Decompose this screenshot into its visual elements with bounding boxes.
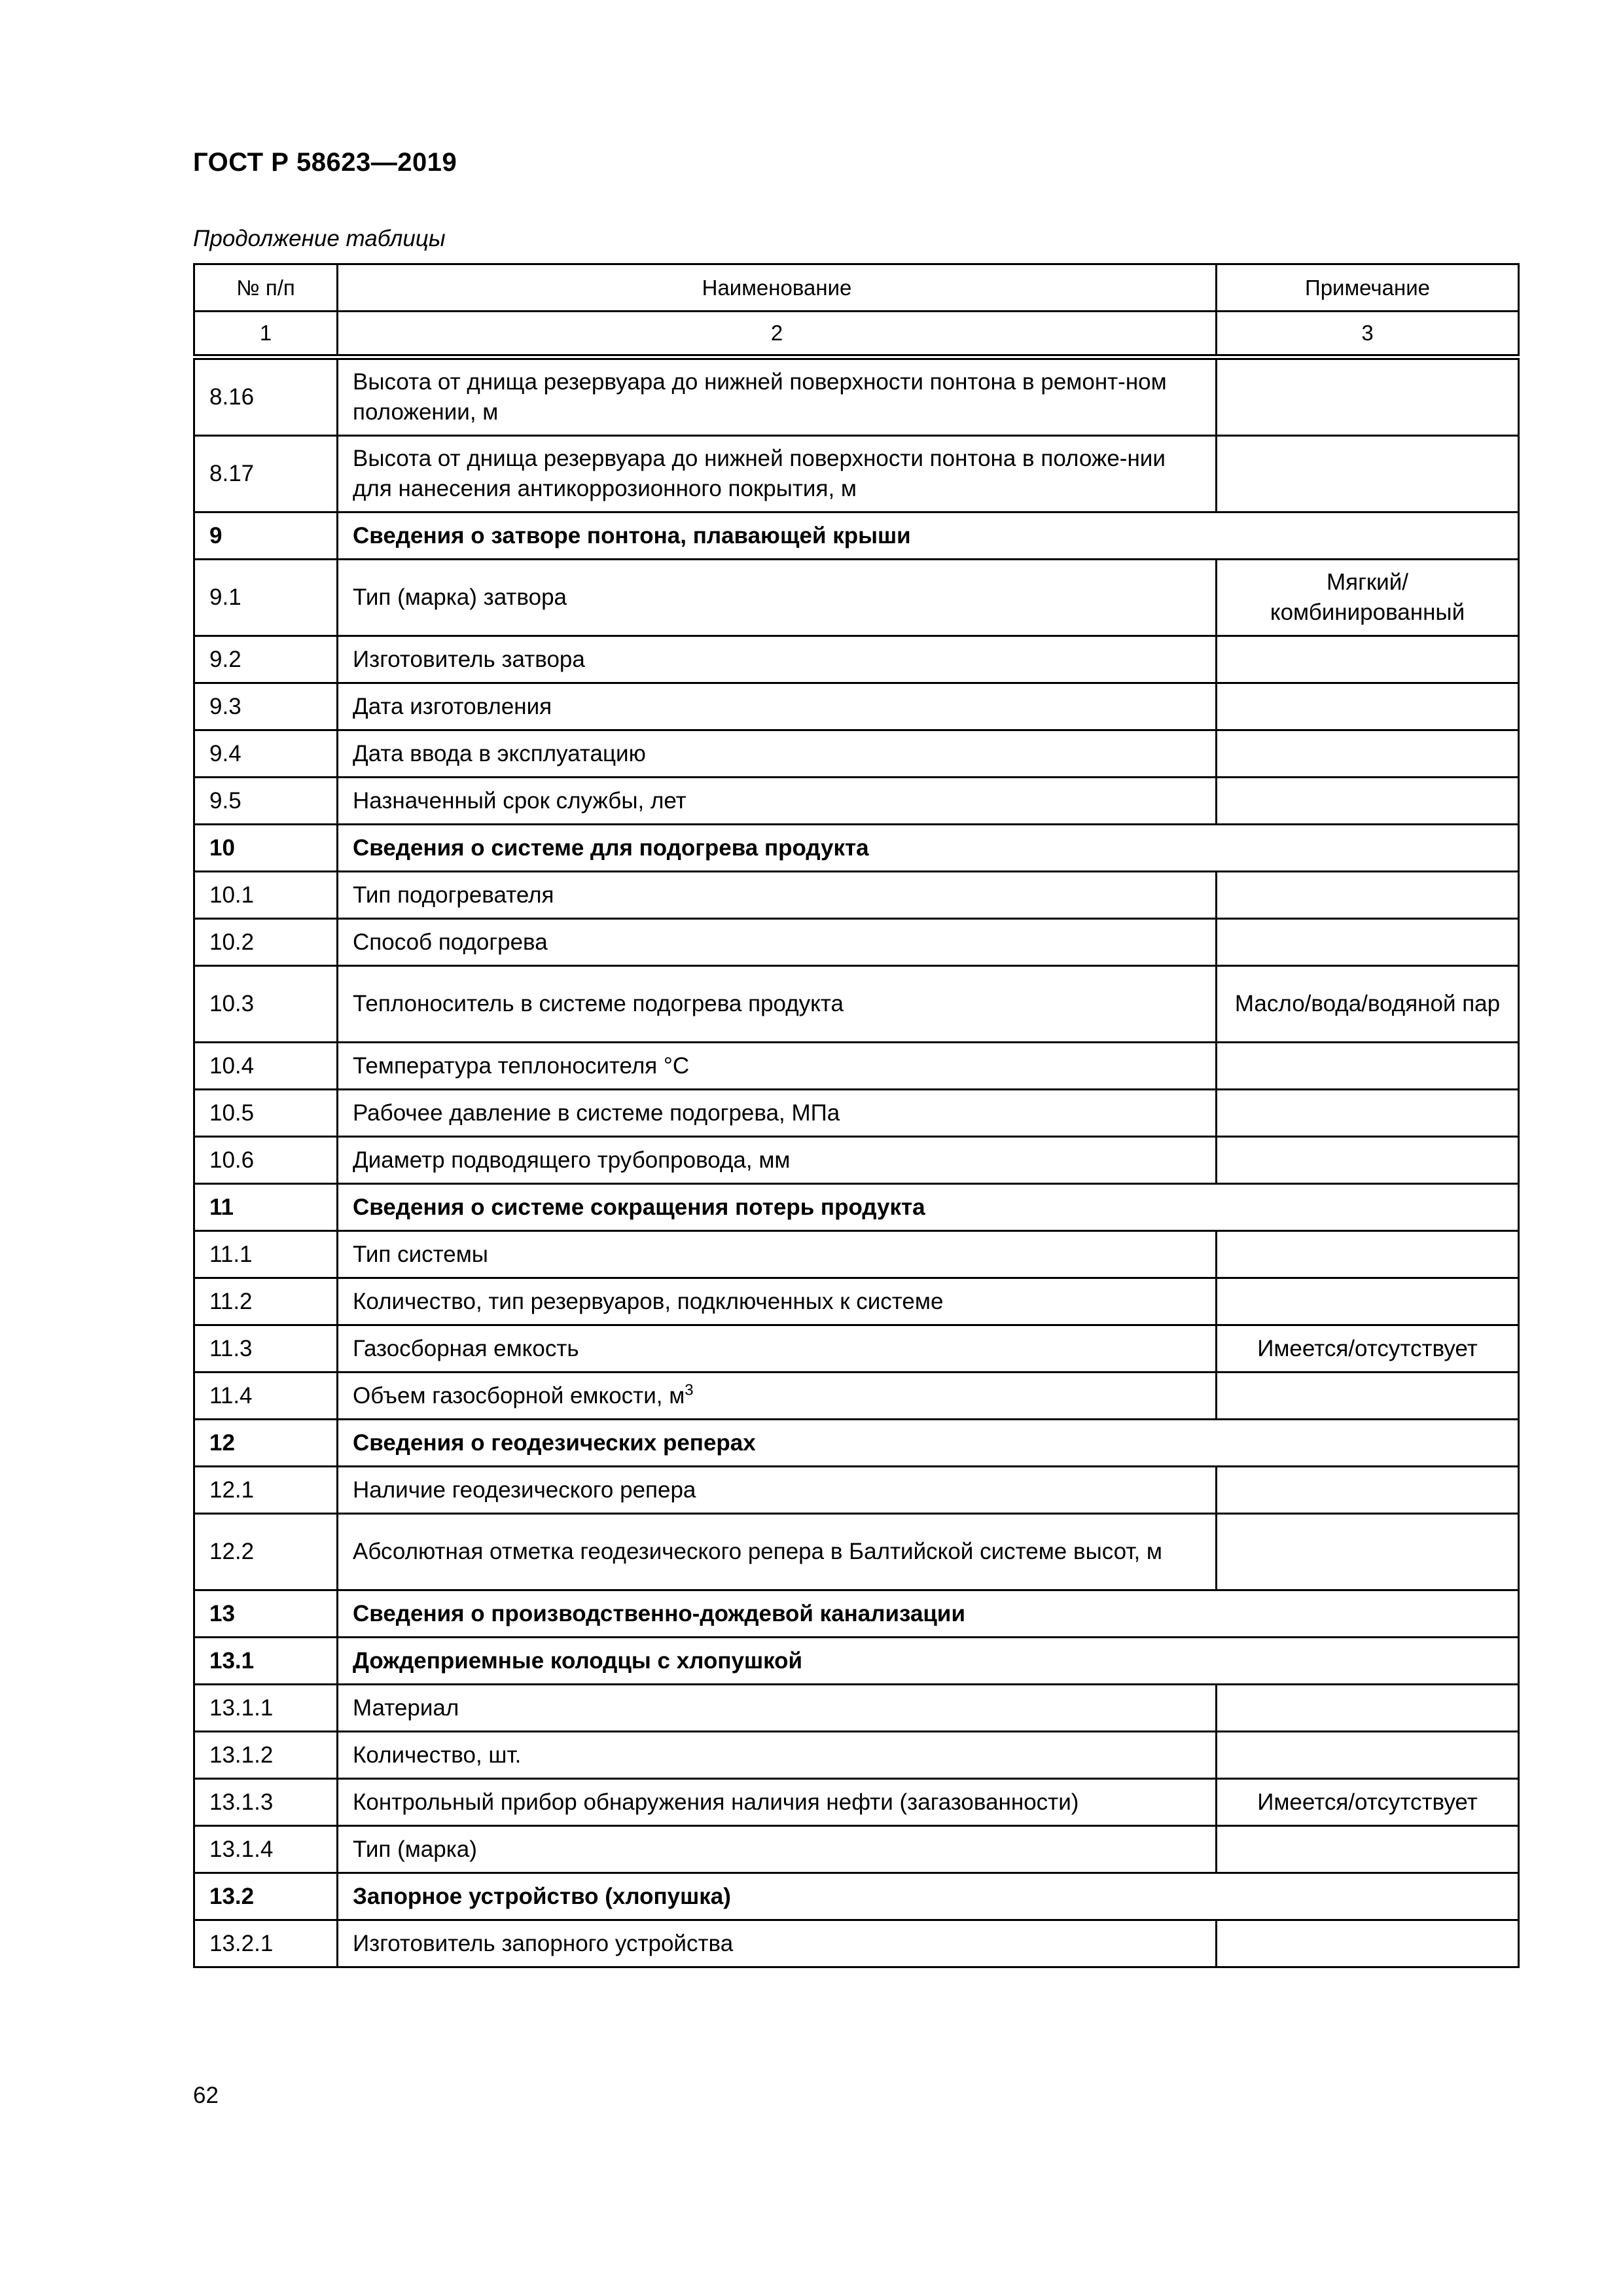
superscript: 3 <box>685 1380 694 1399</box>
row-name: Высота от днища резервуара до нижней поверхности понтона в ремонт-ном положении, м <box>338 357 1217 436</box>
section-row <box>194 1638 1519 1685</box>
row-number: 11.4 <box>194 1372 338 1420</box>
row-number: 8.17 <box>194 436 338 512</box>
table-row <box>194 560 1519 636</box>
row-note <box>1217 636 1519 683</box>
table-row <box>194 1372 1519 1420</box>
row-number: 8.16 <box>194 357 338 436</box>
table-row <box>194 436 1519 512</box>
section-number: 11 <box>194 1184 338 1231</box>
row-number: 12.1 <box>194 1467 338 1514</box>
row-name: Способ подогрева <box>338 919 1217 966</box>
section-number: 10 <box>194 825 338 872</box>
row-note <box>1217 1372 1519 1420</box>
row-name: Тип (марка) <box>338 1826 1217 1873</box>
table-row <box>194 966 1519 1043</box>
row-number: 11.3 <box>194 1325 338 1372</box>
row-note <box>1217 1137 1519 1184</box>
row-name: Объем газосборной емкости, м <box>353 1382 685 1408</box>
table-row <box>194 730 1519 778</box>
section-row <box>194 825 1519 872</box>
row-number: 9.5 <box>194 778 338 825</box>
row-name: Абсолютная отметка геодезического репера в Балтийской системе высот, м <box>338 1514 1217 1590</box>
row-name: Рабочее давление в системе подогрева, МПа <box>338 1090 1217 1137</box>
section-title: Сведения о затворе понтона, плавающей крыши <box>338 512 1519 560</box>
section-title: Дождеприемные колодцы с хлопушкой <box>338 1638 1519 1685</box>
table-caption: Продолжение таблицы <box>193 226 446 251</box>
row-name: Температура теплоносителя °С <box>338 1043 1217 1090</box>
section-row <box>194 512 1519 560</box>
row-name: Материал <box>338 1685 1217 1732</box>
row-name: Газосборная емкость <box>338 1325 1217 1372</box>
row-number: 13.1.4 <box>194 1826 338 1873</box>
section-row <box>194 1590 1519 1638</box>
table-row <box>194 1732 1519 1779</box>
row-name: Изготовитель запорного устройства <box>338 1920 1217 1967</box>
table-row <box>194 683 1519 730</box>
table-header-row <box>194 264 1519 312</box>
table-row <box>194 1467 1519 1514</box>
row-number: 9.1 <box>194 560 338 636</box>
row-number: 11.1 <box>194 1231 338 1278</box>
row-number: 10.2 <box>194 919 338 966</box>
table-row <box>194 1137 1519 1184</box>
row-note: Имеется/отсутствует <box>1217 1779 1519 1826</box>
table-row <box>194 919 1519 966</box>
row-note <box>1217 1467 1519 1514</box>
section-number: 13 <box>194 1590 338 1638</box>
row-name: Тип (марка) затвора <box>338 560 1217 636</box>
row-note <box>1217 1826 1519 1873</box>
row-note <box>1217 683 1519 730</box>
column-header-note: Примечание <box>1217 264 1519 312</box>
row-name: Дата изготовления <box>338 683 1217 730</box>
row-note <box>1217 872 1519 919</box>
table-row <box>194 636 1519 683</box>
row-name-cell <box>338 1372 1217 1420</box>
row-name: Высота от днища резервуара до нижней поверхности понтона в положе-нии для нанесения антикоррозионного покрытия, м <box>338 436 1217 512</box>
column-header-number: № п/п <box>194 264 338 312</box>
row-name: Наличие геодезического репера <box>338 1467 1217 1514</box>
row-note <box>1217 436 1519 512</box>
row-note <box>1217 357 1519 436</box>
row-number: 10.5 <box>194 1090 338 1137</box>
row-number: 12.2 <box>194 1514 338 1590</box>
row-note <box>1217 1231 1519 1278</box>
section-title: Сведения о системе для подогрева продукта <box>338 825 1519 872</box>
row-note <box>1217 1685 1519 1732</box>
standard-code: ГОСТ Р 58623—2019 <box>193 148 457 177</box>
row-name: Назначенный срок службы, лет <box>338 778 1217 825</box>
row-note <box>1217 1278 1519 1325</box>
row-note <box>1217 919 1519 966</box>
row-number: 10.3 <box>194 966 338 1043</box>
row-note <box>1217 1514 1519 1590</box>
row-name: Диаметр подводящего трубопровода, мм <box>338 1137 1217 1184</box>
row-number: 11.2 <box>194 1278 338 1325</box>
row-note <box>1217 1043 1519 1090</box>
table-row <box>194 1685 1519 1732</box>
table-row <box>194 1779 1519 1826</box>
row-number: 13.1.3 <box>194 1779 338 1826</box>
table-row <box>194 357 1519 436</box>
row-number: 10.1 <box>194 872 338 919</box>
table-row <box>194 872 1519 919</box>
section-number: 12 <box>194 1420 338 1467</box>
section-row <box>194 1184 1519 1231</box>
row-number: 10.6 <box>194 1137 338 1184</box>
section-title: Сведения о геодезических реперах <box>338 1420 1519 1467</box>
table-row <box>194 1278 1519 1325</box>
table-row <box>194 1231 1519 1278</box>
section-number: 9 <box>194 512 338 560</box>
row-note: Масло/вода/водяной пар <box>1217 966 1519 1043</box>
table-row <box>194 1826 1519 1873</box>
section-title: Запорное устройство (хлопушка) <box>338 1873 1519 1920</box>
row-number: 9.4 <box>194 730 338 778</box>
row-number: 9.3 <box>194 683 338 730</box>
table-row <box>194 1514 1519 1590</box>
table-row <box>194 1920 1519 1967</box>
row-name: Дата ввода в эксплуатацию <box>338 730 1217 778</box>
row-note: Имеется/отсутствует <box>1217 1325 1519 1372</box>
page-number: 62 <box>193 2083 219 2108</box>
row-name: Количество, шт. <box>338 1732 1217 1779</box>
row-note <box>1217 778 1519 825</box>
row-number: 13.2.1 <box>194 1920 338 1967</box>
row-number: 10.4 <box>194 1043 338 1090</box>
section-row <box>194 1873 1519 1920</box>
column-number: 2 <box>338 312 1217 357</box>
table-body <box>194 357 1519 1967</box>
section-number: 13.2 <box>194 1873 338 1920</box>
row-name: Тип системы <box>338 1231 1217 1278</box>
column-number: 3 <box>1217 312 1519 357</box>
table-row <box>194 1325 1519 1372</box>
row-note <box>1217 1090 1519 1137</box>
table-row <box>194 778 1519 825</box>
row-number: 13.1.2 <box>194 1732 338 1779</box>
row-number: 9.2 <box>194 636 338 683</box>
properties-table <box>193 263 1520 1968</box>
row-note <box>1217 730 1519 778</box>
section-title: Сведения о производственно-дождевой канализации <box>338 1590 1519 1638</box>
table-row <box>194 1090 1519 1137</box>
row-name: Теплоноситель в системе подогрева продукта <box>338 966 1217 1043</box>
row-number: 13.1.1 <box>194 1685 338 1732</box>
section-number: 13.1 <box>194 1638 338 1685</box>
row-note <box>1217 1920 1519 1967</box>
row-name: Контрольный прибор обнаружения наличия нефти (загазованности) <box>338 1779 1217 1826</box>
section-row <box>194 1420 1519 1467</box>
column-number-row <box>194 312 1519 357</box>
table-row <box>194 1043 1519 1090</box>
section-title: Сведения о системе сокращения потерь продукта <box>338 1184 1519 1231</box>
row-note: Мягкий/ комбинированный <box>1217 560 1519 636</box>
row-name: Количество, тип резервуаров, подключенных к системе <box>338 1278 1217 1325</box>
column-header-name: Наименование <box>338 264 1217 312</box>
column-number: 1 <box>194 312 338 357</box>
row-name: Тип подогревателя <box>338 872 1217 919</box>
row-name: Изготовитель затвора <box>338 636 1217 683</box>
row-note <box>1217 1732 1519 1779</box>
